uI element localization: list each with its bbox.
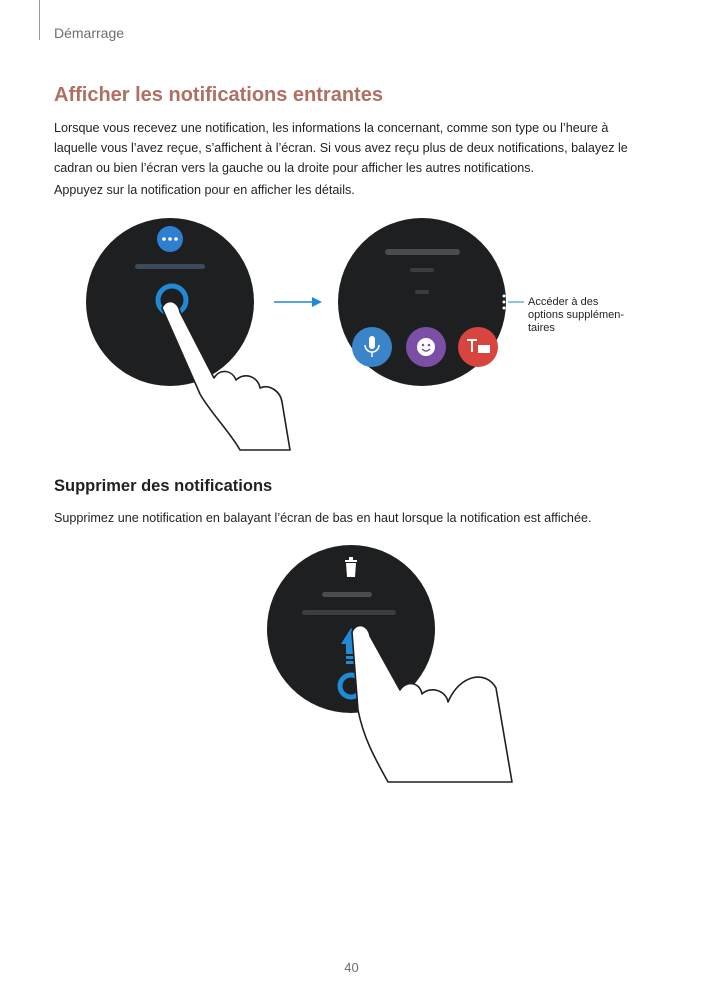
keyboard-icon — [478, 345, 490, 353]
message-dot — [162, 237, 166, 241]
trash-icon-handle — [349, 557, 353, 560]
intro-line-3: cadran ou bien l’écran vers la gauche ou la droite pour afficher les autres notifications. — [54, 161, 535, 175]
intro-line-1: Lorsque vous recevez une notification, les informations la concernant, comme son type ou l’heure à — [54, 121, 609, 135]
more-options-dot — [503, 301, 506, 304]
section-title-incoming-notifications: Afficher les notifications entrantes — [54, 84, 383, 106]
delete-instruction: Supprimez une notification en balayant l’écran de bas en haut lorsque la notification est affichée. — [54, 511, 592, 525]
trash-icon-lid — [345, 560, 357, 562]
trash-icon — [346, 563, 356, 577]
callout-line-1: Accéder à des — [528, 296, 599, 308]
blurred-body-text — [302, 610, 396, 615]
section-header: Démarrage — [54, 25, 125, 41]
blurred-sender-text — [385, 249, 460, 255]
tap-instruction: Appuyez sur la notification pour en afficher les détails. — [54, 183, 355, 197]
emoji-icon — [417, 338, 435, 356]
blurred-title-text — [322, 592, 372, 597]
callout-line-2: options supplémen- — [528, 309, 625, 321]
more-options-callout — [528, 296, 648, 335]
header-rule — [39, 0, 40, 40]
more-options-dot — [503, 307, 506, 310]
section-title-delete-notifications: Supprimer des notifications — [54, 477, 273, 495]
intro-paragraph — [54, 118, 654, 178]
microphone-icon — [369, 336, 375, 349]
message-dot — [168, 237, 172, 241]
transition-arrow-head — [312, 297, 322, 307]
figure-delete-notification — [260, 540, 580, 790]
emoji-eye — [428, 344, 431, 347]
blurred-time-text — [410, 268, 434, 272]
emoji-eye — [422, 344, 425, 347]
callout-line-3: taires — [528, 322, 555, 334]
page-number: 40 — [344, 960, 359, 975]
blurred-message-text — [415, 290, 429, 294]
figure-delete-notification-illustration — [260, 540, 580, 790]
intro-line-2: laquelle vous l’avez reçue, s’affichent à l’écran. Si vous avez reçu plus de deux notifications, balayez le — [54, 141, 628, 155]
more-options-dot — [503, 295, 506, 298]
message-dot — [174, 237, 178, 241]
blurred-notification-text — [135, 264, 205, 269]
